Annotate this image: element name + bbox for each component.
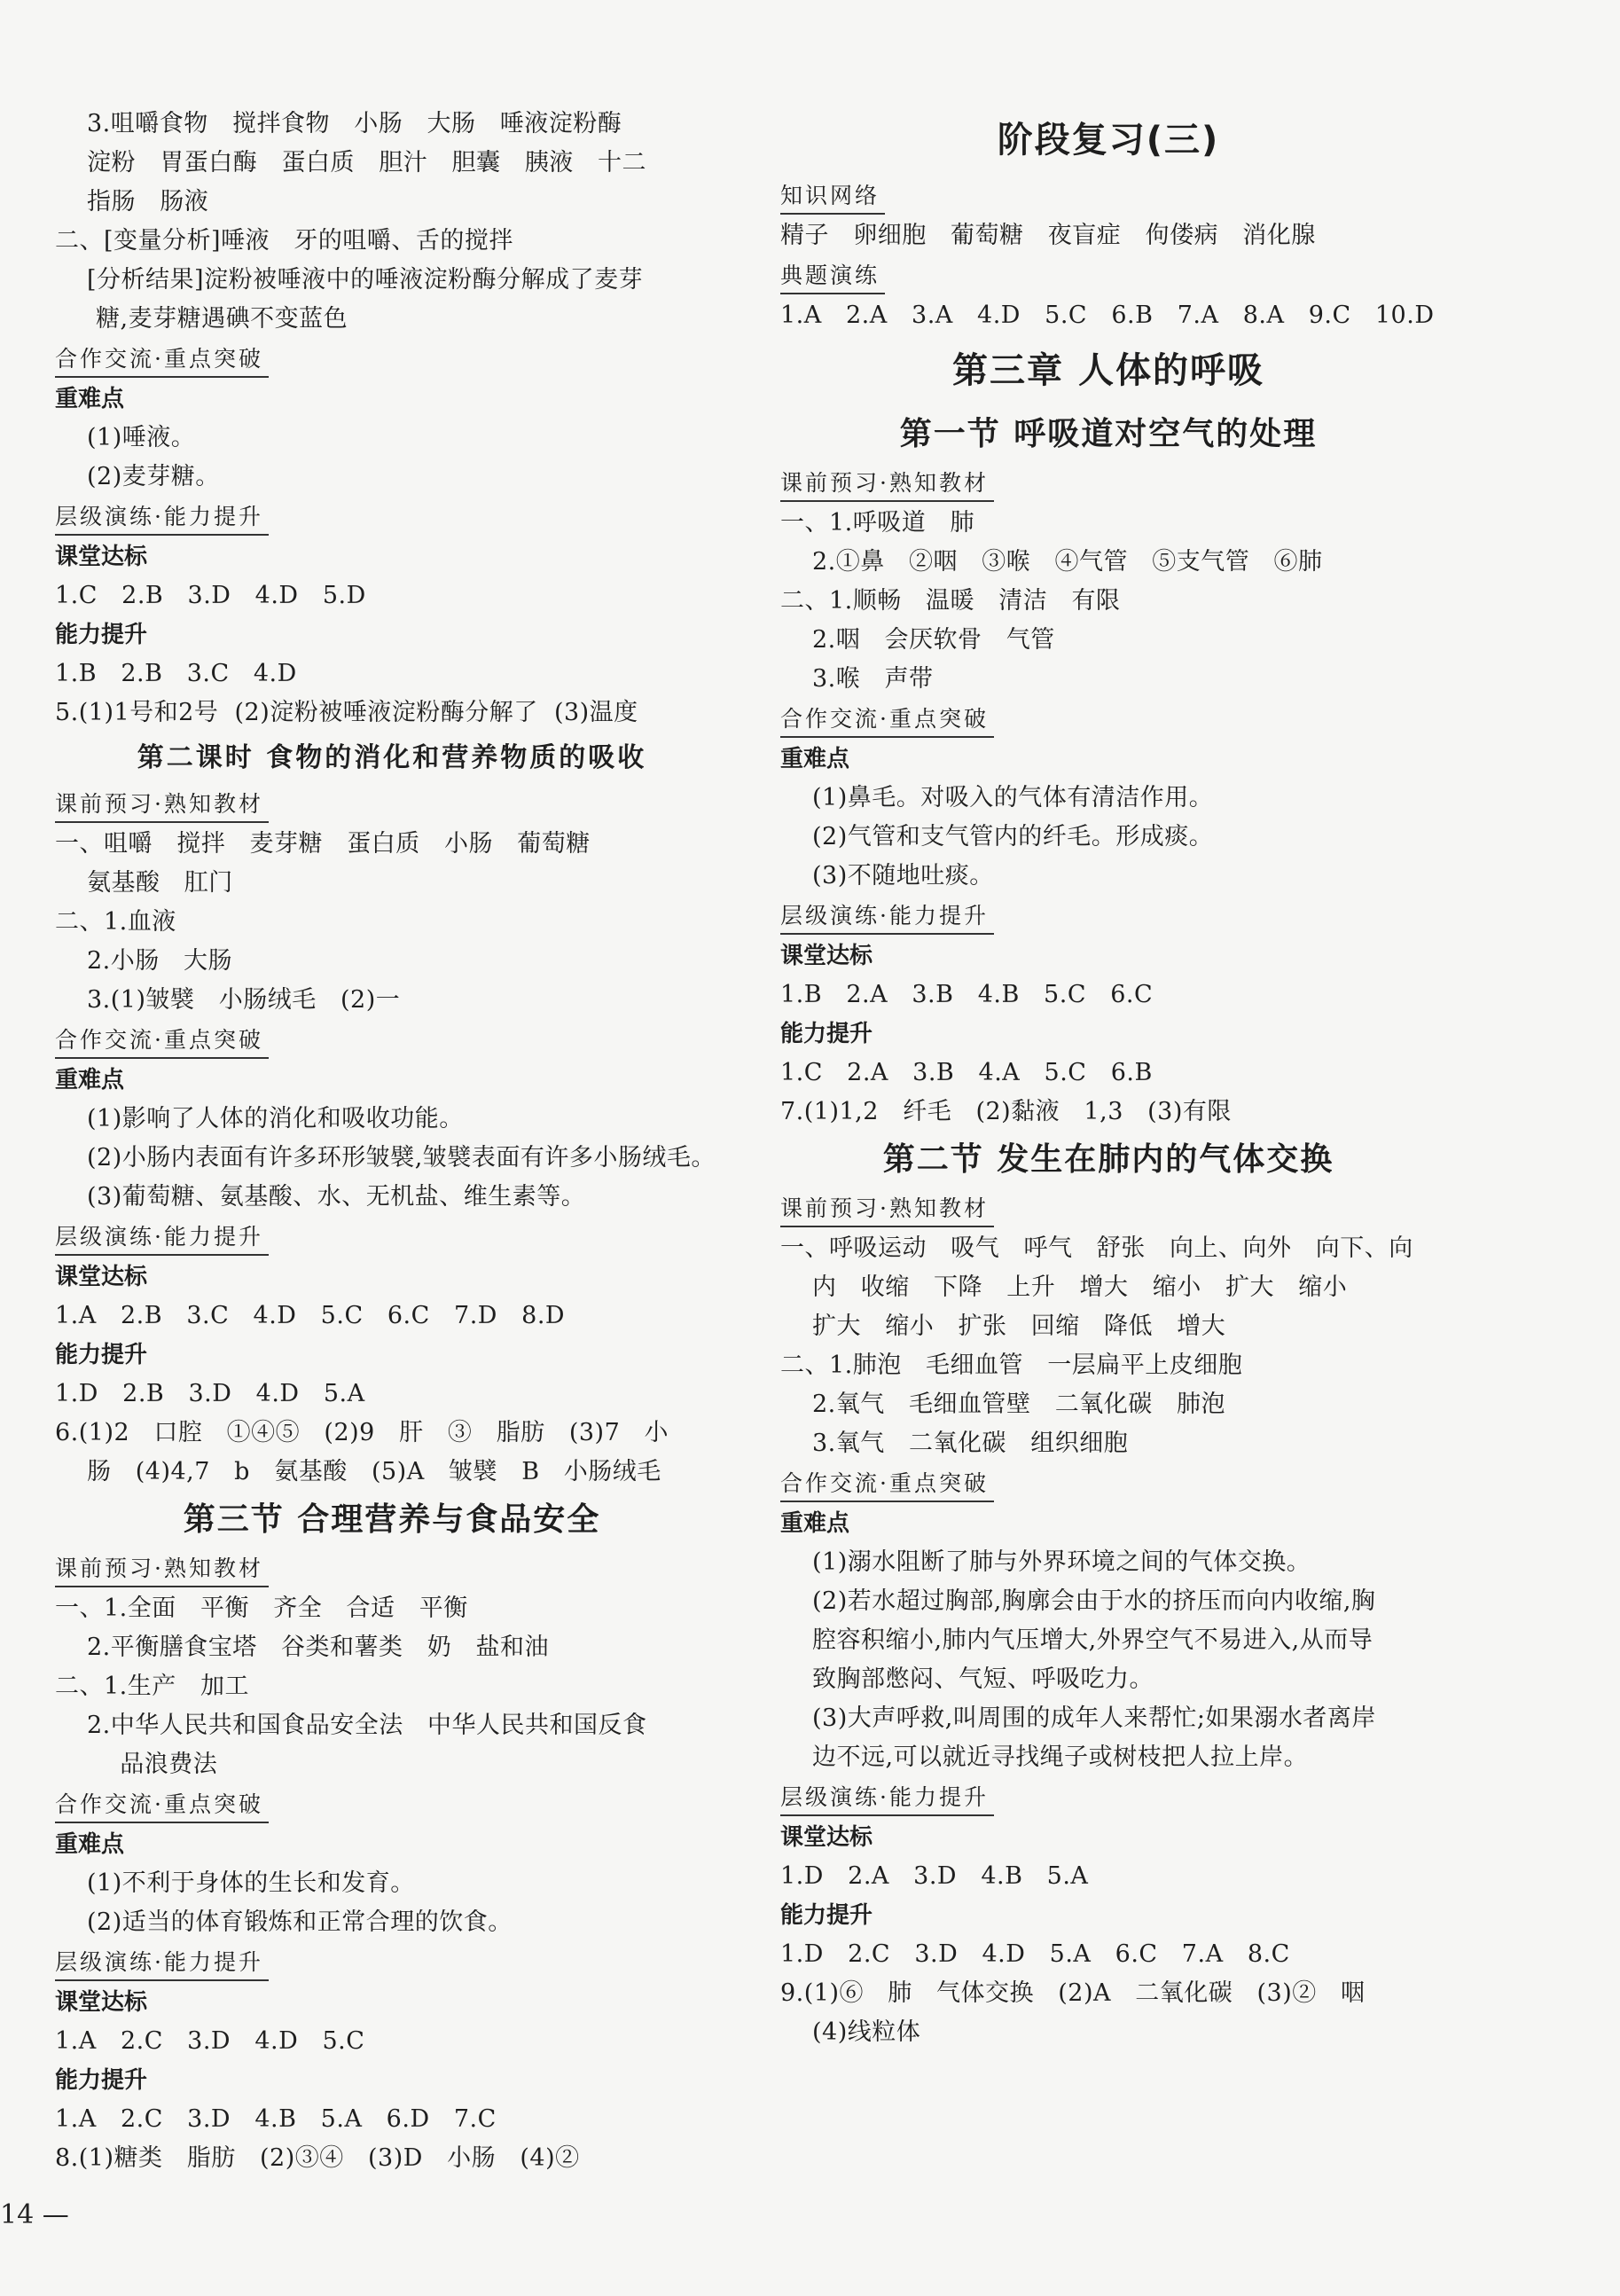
answer-line: 1.D 2.B 3.D 4.D 5.A [55, 1380, 365, 1407]
subheading: 重难点 [780, 1510, 850, 1537]
section-label: 课前预习·熟知教材 [780, 466, 994, 502]
section-label-row [780, 176, 1436, 216]
answer-line: (2)小肠内表面有许多环形皱襞,皱襞表面有许多小肠绒毛。 [87, 1144, 716, 1172]
section-title: 第三节 合理营养与食品安全 [183, 1501, 601, 1538]
section-title: 第一节 呼吸道对空气的处理 [899, 416, 1318, 452]
left-column [55, 105, 729, 2178]
section-label-row [55, 1942, 729, 1983]
section-label: 层级演练·能力提升 [55, 1220, 269, 1256]
section-label-row [55, 784, 729, 825]
subheading: 重难点 [55, 1067, 125, 1093]
section-label: 层级演练·能力提升 [780, 1781, 994, 1816]
answer-line: 二、[变量分析]唾液 牙的咀嚼、舌的搅拌 [55, 227, 513, 255]
answer-line: 二、1.血液 [55, 908, 176, 936]
answer-line: 边不远,可以就近寻找绳子或树枝把人拉上岸。 [812, 1744, 1309, 1771]
answer-line: 二、1.生产 加工 [55, 1673, 250, 1700]
section-label: 合作交流·重点突破 [780, 1467, 994, 1502]
section-label: 课前预习·熟知教材 [55, 788, 269, 823]
answer-line: 致胸部憋闷、气短、呼吸吃力。 [812, 1665, 1154, 1693]
answer-line: 2.咽 会厌软骨 气管 [812, 626, 1055, 654]
subheading: 重难点 [55, 386, 125, 412]
subheading: 重难点 [55, 1831, 125, 1858]
answer-line: 2.①鼻 ②咽 ③喉 ④气管 ⑤支气管 ⑥肺 [812, 548, 1323, 576]
section-label: 合作交流·重点突破 [55, 1023, 269, 1059]
section-label-row [780, 1188, 1436, 1229]
answer-line: 2.中华人民共和国食品安全法 中华人民共和国反食 [87, 1712, 647, 1739]
answer-line: 2.氧气 毛细血管壁 二氧化碳 肺泡 [812, 1391, 1226, 1418]
answer-line: 8.(1)糖类 脂肪 (2)③④ (3)D 小肠 (4)② [55, 2144, 580, 2172]
answer-line: 糖,麦芽糖遇碘不变蓝色 [96, 305, 348, 333]
subheading: 能力提升 [780, 1902, 873, 1929]
answer-line: 1.D 2.C 3.D 4.D 5.A 6.C 7.A 8.C [780, 1940, 1290, 1968]
answer-line: 3.氧气 二氧化碳 组织细胞 [812, 1430, 1129, 1457]
subheading: 重难点 [780, 746, 850, 772]
answer-line: 6.(1)2 口腔 ①④⑤ (2)9 肝 ③ 脂肪 (3)7 小 [55, 1419, 669, 1446]
section-title: 阶段复习(三) [997, 120, 1220, 161]
answer-line: (3)葡萄糖、氨基酸、水、无机盐、维生素等。 [87, 1183, 586, 1211]
right-column [780, 105, 1436, 2052]
answer-line: 二、1.肺泡 毛细血管 一层扁平上皮细胞 [780, 1352, 1243, 1379]
answer-line: (4)线粒体 [812, 2018, 921, 2046]
answer-line: 一、1.呼吸道 肺 [780, 509, 975, 537]
answer-line: (3)大声呼救,叫周围的成年人来帮忙;如果溺水者离岸 [812, 1704, 1376, 1732]
section-label-row [780, 1777, 1436, 1818]
answer-line: 2.小肠 大肠 [87, 947, 233, 975]
answer-line: 3.(1)皱襞 小肠绒毛 (2)一 [87, 986, 401, 1014]
answer-line: 7.(1)1,2 纤毛 (2)黏液 1,3 (3)有限 [780, 1098, 1232, 1125]
answer-line: 一、呼吸运动 吸气 呼气 舒张 向上、向外 向下、向 [780, 1234, 1413, 1262]
answer-line: 一、咀嚼 搅拌 麦芽糖 蛋白质 小肠 葡萄糖 [55, 830, 591, 858]
answer-line: (2)适当的体育锻炼和正常合理的饮食。 [87, 1908, 513, 1936]
answer-line: 精子 卵细胞 葡萄糖 夜盲症 佝偻病 消化腺 [780, 222, 1316, 249]
subheading: 课堂达标 [55, 544, 148, 570]
section-label-row [55, 339, 729, 380]
answer-line: 品浪费法 [96, 1751, 218, 1778]
section-label: 合作交流·重点突破 [55, 1788, 269, 1823]
section-label-row [55, 1217, 729, 1258]
section-title: 第三章 人体的呼吸 [952, 350, 1264, 391]
answer-line: 1.C 2.A 3.B 4.A 5.C 6.B [780, 1059, 1153, 1086]
section-label-row [780, 699, 1436, 740]
answer-line: 指肠 肠液 [87, 188, 209, 215]
section-label: 典题演练 [780, 259, 885, 294]
answer-line: 3.喉 声带 [812, 665, 934, 693]
answer-line: 1.B 2.B 3.C 4.D [55, 660, 297, 687]
answer-line: (2)若水超过胸部,胸廓会由于水的挤压而向内收缩,胸 [812, 1587, 1376, 1615]
answer-line: 1.B 2.A 3.B 4.B 5.C 6.C [780, 981, 1154, 1008]
section-label-row [780, 1463, 1436, 1504]
section-title: 第二节 发生在肺内的气体交换 [882, 1141, 1334, 1178]
answer-line: (2)麦芽糖。 [87, 463, 220, 490]
section-label: 合作交流·重点突破 [780, 702, 994, 738]
section-label-row [55, 1784, 729, 1825]
answer-line: 淀粉 胃蛋白酶 蛋白质 胆汁 胆囊 胰液 十二 [87, 149, 646, 176]
answer-line: 1.D 2.A 3.D 4.B 5.A [780, 1862, 1089, 1890]
answer-line: 1.A 2.B 3.C 4.D 5.C 6.C 7.D 8.D [55, 1302, 566, 1329]
subheading: 课堂达标 [780, 943, 873, 969]
subheading: 课堂达标 [55, 1989, 148, 2016]
answer-line: (1)影响了人体的消化和吸收功能。 [87, 1105, 464, 1132]
section-label-row [55, 497, 729, 537]
section-label: 课前预习·熟知教材 [55, 1552, 269, 1587]
answer-line: 5.(1)1号和2号 (2)淀粉被唾液淀粉酶分解了 (3)温度 [55, 699, 638, 726]
section-label: 层级演练·能力提升 [780, 899, 994, 935]
section-label: 层级演练·能力提升 [55, 1946, 269, 1981]
page-number: 14 — [0, 2199, 69, 2230]
answer-line: (1)唾液。 [87, 424, 196, 451]
answer-line: 1.A 2.C 3.D 4.B 5.A 6.D 7.C [55, 2105, 497, 2133]
subheading: 能力提升 [55, 622, 148, 648]
answer-line: 内 收缩 下降 上升 增大 缩小 扩大 缩小 [812, 1273, 1348, 1301]
subheading: 课堂达标 [780, 1824, 873, 1851]
subheading: 能力提升 [55, 1342, 148, 1368]
answer-line: 1.A 2.C 3.D 4.D 5.C [55, 2027, 365, 2055]
answer-line: (1)鼻毛。对吸入的气体有清洁作用。 [812, 784, 1214, 811]
section-label: 课前预习·熟知教材 [780, 1192, 994, 1227]
section-label-row [55, 1020, 729, 1061]
answer-line: (3)不随地吐痰。 [812, 862, 994, 889]
answer-line: [分析结果]淀粉被唾液中的唾液淀粉酶分解成了麦芽 [87, 266, 644, 294]
answer-line: 3.咀嚼食物 搅拌食物 小肠 大肠 唾液淀粉酶 [87, 110, 622, 137]
section-label-row [780, 896, 1436, 936]
answer-line: (1)不利于身体的生长和发育。 [87, 1869, 415, 1897]
answer-line: 1.A 2.A 3.A 4.D 5.C 6.B 7.A 8.A 9.C 10.D [780, 302, 1435, 329]
section-label-row [780, 463, 1436, 504]
answer-line: (2)气管和支气管内的纤毛。形成痰。 [812, 823, 1214, 850]
answer-line: 氨基酸 肛门 [87, 869, 233, 897]
answer-line: (1)溺水阻断了肺与外界环境之间的气体交换。 [812, 1548, 1311, 1576]
section-label-row [55, 1548, 729, 1589]
answer-line: 一、1.全面 平衡 齐全 合适 平衡 [55, 1595, 468, 1622]
answer-line: 9.(1)⑥ 肺 气体交换 (2)A 二氧化碳 (3)② 咽 [780, 1979, 1366, 2007]
subheading: 课堂达标 [55, 1264, 148, 1290]
subheading: 能力提升 [780, 1021, 873, 1047]
lesson-title: 第二课时 食物的消化和营养物质的吸收 [137, 742, 647, 773]
section-label-row [780, 255, 1436, 296]
subheading: 能力提升 [55, 2067, 148, 2094]
section-label: 知识网络 [780, 179, 885, 215]
answer-line: 肠 (4)4,7 b 氨基酸 (5)A 皱襞 B 小肠绒毛 [87, 1458, 661, 1485]
answer-line: 2.平衡膳食宝塔 谷类和薯类 奶 盐和油 [87, 1634, 550, 1661]
answer-line: 腔容积缩小,肺内气压增大,外界空气不易进入,从而导 [812, 1626, 1373, 1654]
answer-line: 二、1.顺畅 温暖 清洁 有限 [780, 587, 1121, 615]
section-label: 合作交流·重点突破 [55, 342, 269, 378]
answer-line: 扩大 缩小 扩张 回缩 降低 增大 [812, 1313, 1226, 1340]
answer-line: 1.C 2.B 3.D 4.D 5.D [55, 582, 366, 609]
section-label: 层级演练·能力提升 [55, 500, 269, 536]
